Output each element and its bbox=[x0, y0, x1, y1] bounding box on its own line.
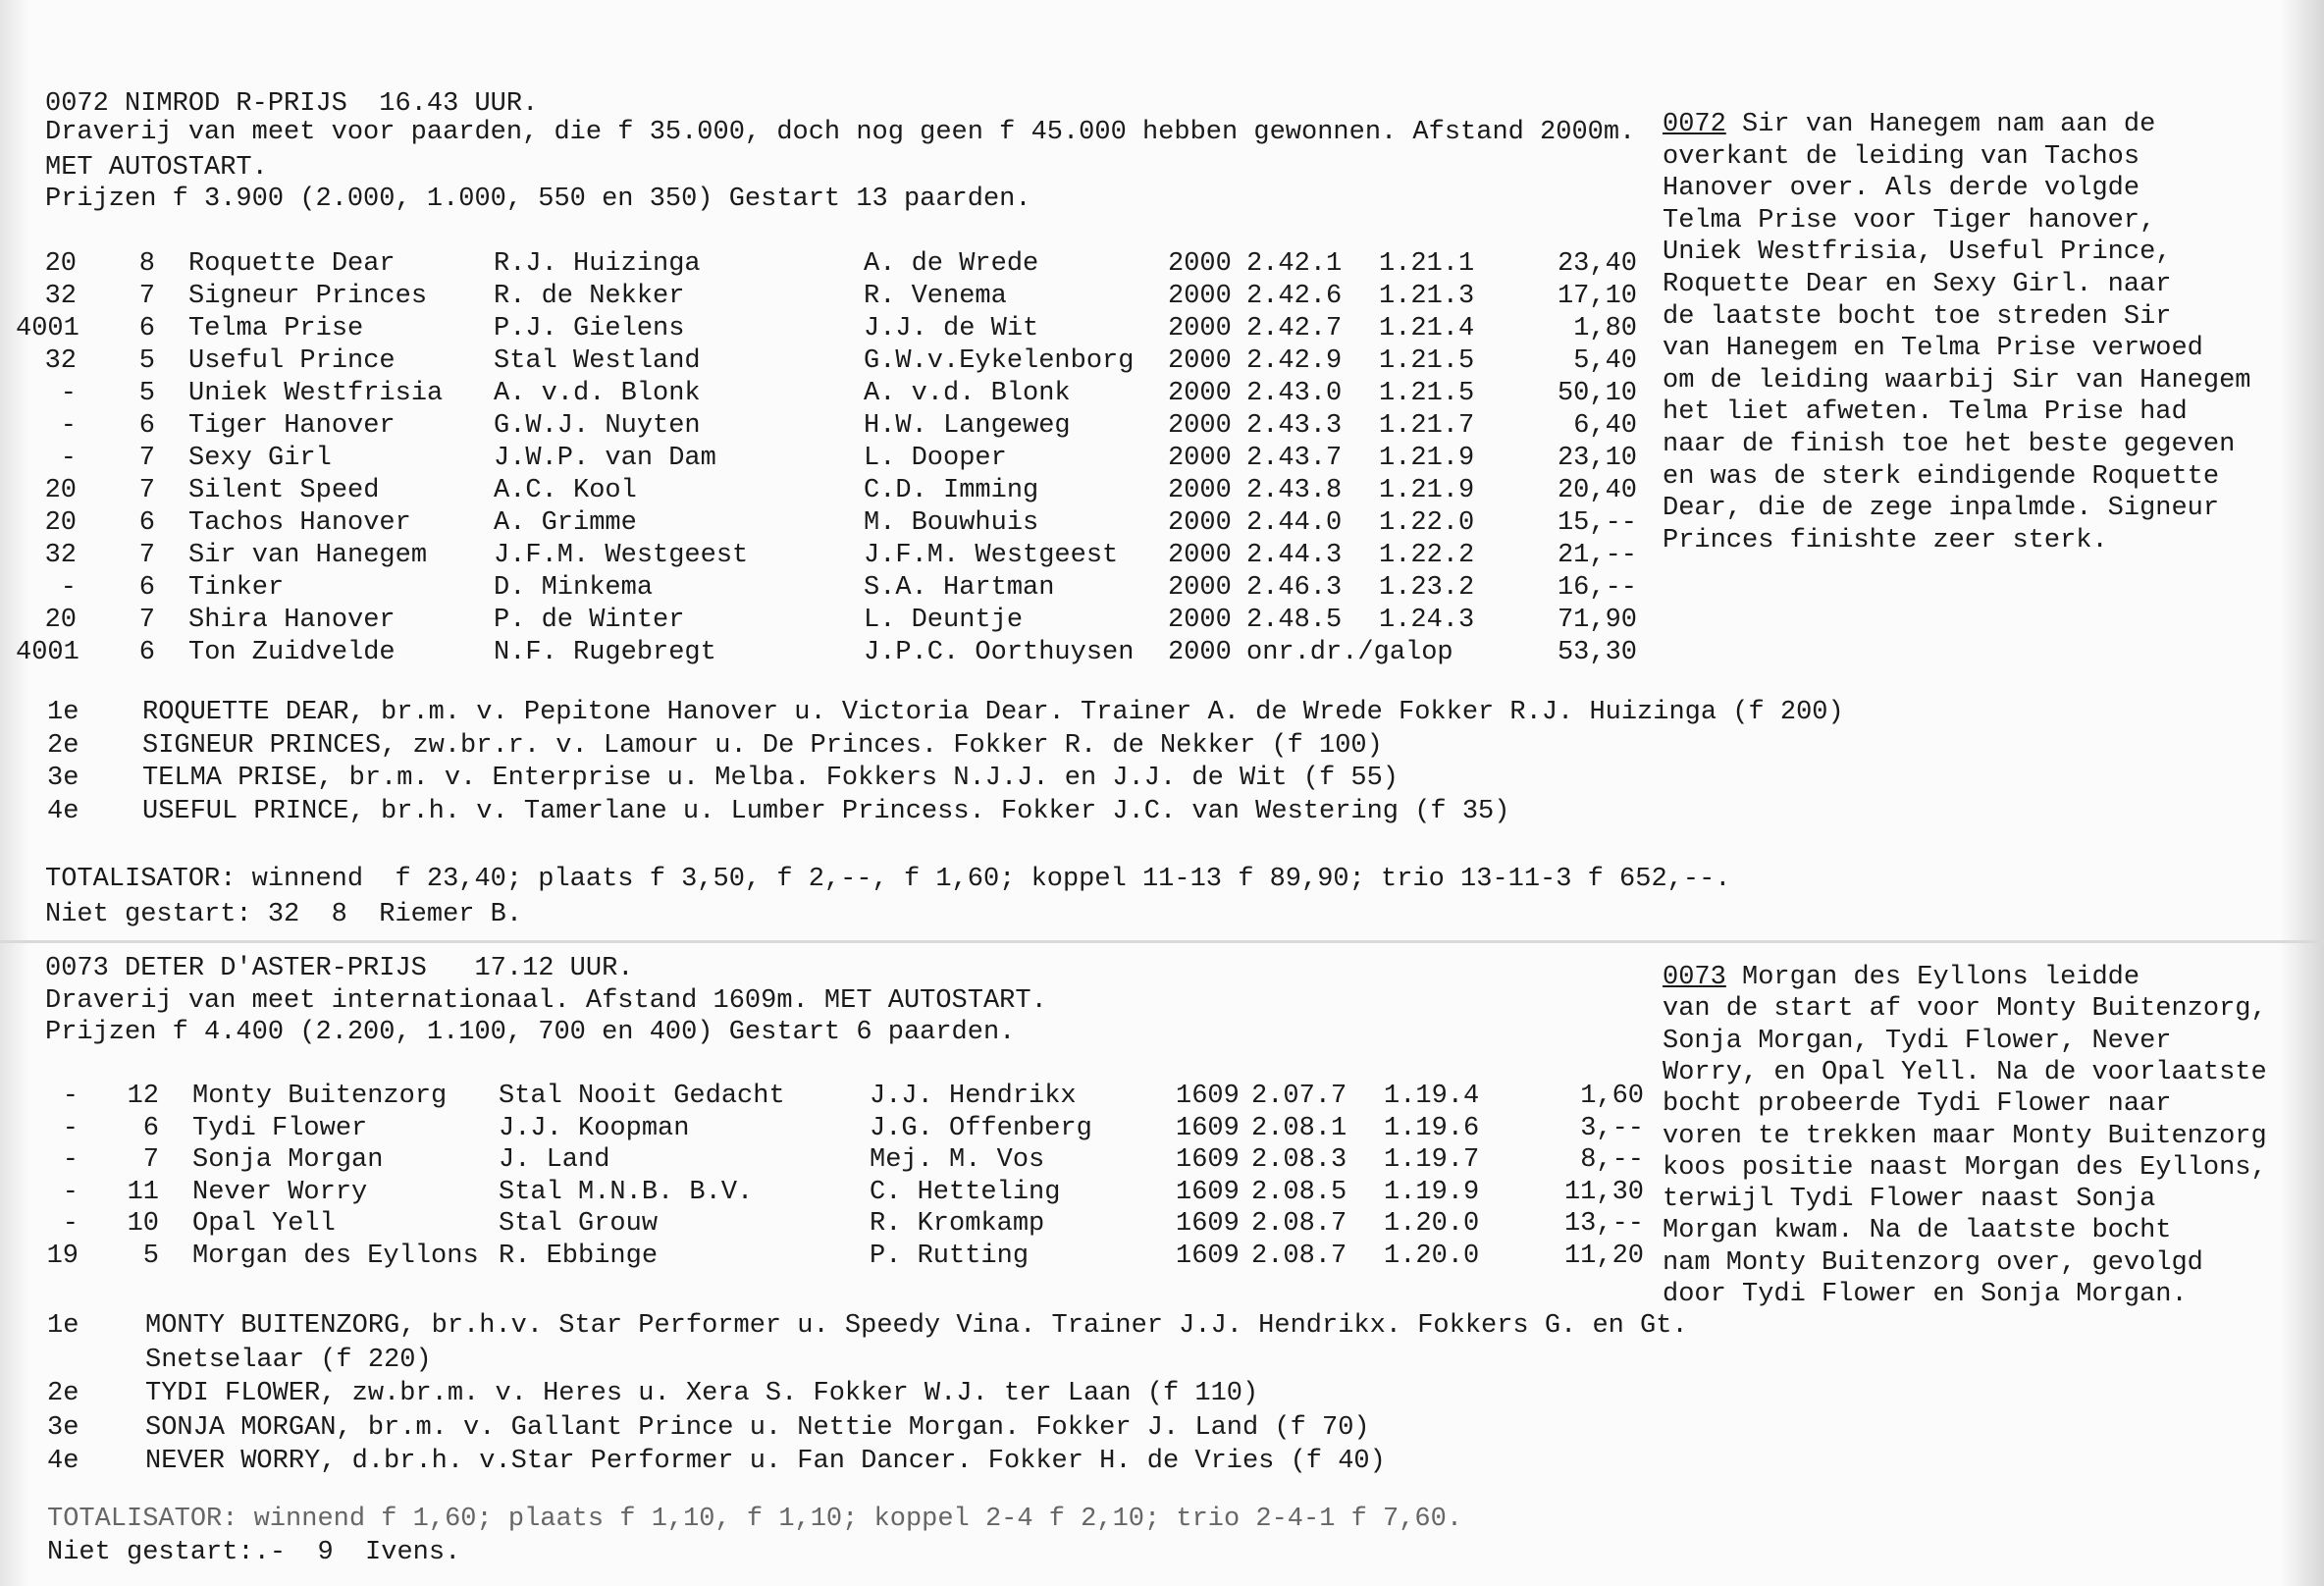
distance-cell: 1609 bbox=[1176, 1145, 1240, 1175]
placing-text: TELMA PRISE, br.m. v. Enterprise u. Melba. Fokkers N.J.J. en J.J. de Wit (f 55) bbox=[142, 764, 1400, 793]
placing-rank: 2e bbox=[47, 730, 79, 761]
km-time-cell: 1.21.1 bbox=[1379, 249, 1475, 279]
horse-cell: Ton Zuidvelde bbox=[188, 638, 396, 667]
commentary-line: koos positie naast Morgan des Eyllons, bbox=[1663, 1152, 2267, 1183]
owner-cell: D. Minkema bbox=[494, 573, 654, 603]
time-cell: 2.48.5 bbox=[1246, 606, 1343, 635]
odds-cell: 50,10 bbox=[1557, 379, 1637, 408]
owner-cell: N.F. Rugebregt bbox=[494, 638, 716, 667]
time-cell: 2.42.6 bbox=[1246, 282, 1343, 311]
number-cell: 7 bbox=[138, 444, 155, 473]
commentary-line: Princes finishte zeer sterk. bbox=[1663, 525, 2108, 555]
owner-cell: Stal Westland bbox=[494, 346, 701, 376]
odds-cell: 23,10 bbox=[1557, 444, 1637, 473]
distance-cell: 2000 bbox=[1168, 541, 1232, 570]
code-cell: 32 bbox=[44, 282, 77, 311]
totalisator-line: TOTALISATOR: winnend f 1,60; plaats f 1,10, f 1,10; koppel 2-4 f 2,10; trio 2-4-1 f 7,60. bbox=[47, 1505, 1463, 1534]
placing-text: USEFUL PRINCE, br.h. v. Tamerlane u. Lumber Princess. Fokker J.C. van Westering (f 35) bbox=[142, 796, 1510, 826]
km-time-cell: 1.19.4 bbox=[1384, 1082, 1480, 1111]
owner-cell: A. Grimme bbox=[494, 508, 637, 538]
commentary-line: Roquette Dear en Sexy Girl. naar bbox=[1663, 270, 2172, 299]
horse-cell: Tachos Hanover bbox=[188, 508, 411, 538]
placing-text: NEVER WORRY, d.br.h. v.Star Performer u. Fan Dancer. Fokker H. de Vries (f 40) bbox=[145, 1447, 1386, 1476]
odds-cell: 1,60 bbox=[1580, 1082, 1644, 1111]
driver-cell: R. Kromkamp bbox=[870, 1209, 1045, 1239]
distance-cell: 2000 bbox=[1168, 476, 1232, 505]
owner-cell: G.W.J. Nuyten bbox=[494, 411, 701, 441]
code-cell: - bbox=[62, 1177, 79, 1207]
km-time-cell: 1.19.9 bbox=[1384, 1177, 1480, 1207]
placing-rank: 3e bbox=[47, 1412, 79, 1443]
time-cell: 2.43.7 bbox=[1246, 444, 1343, 473]
horse-cell: Monty Buitenzorg bbox=[192, 1082, 448, 1111]
code-cell: 20 bbox=[44, 508, 77, 538]
owner-cell: A. v.d. Blonk bbox=[494, 379, 701, 408]
number-cell: 6 bbox=[138, 508, 155, 538]
odds-cell: 23,40 bbox=[1557, 249, 1637, 279]
km-time-cell: 1.23.2 bbox=[1379, 573, 1475, 603]
code-cell: - bbox=[62, 1082, 79, 1111]
odds-cell: 17,10 bbox=[1557, 282, 1637, 311]
driver-cell: M. Bouwhuis bbox=[864, 508, 1039, 538]
distance-cell: 1609 bbox=[1176, 1113, 1240, 1143]
commentary-line: Sonja Morgan, Tydi Flower, Never bbox=[1663, 1026, 2172, 1056]
code-cell: - bbox=[60, 573, 77, 603]
placing-rank: 1e bbox=[47, 698, 79, 727]
km-time-cell: 1.22.0 bbox=[1379, 508, 1475, 538]
code-cell: 20 bbox=[44, 606, 77, 635]
km-time-cell: 1.21.9 bbox=[1379, 476, 1475, 505]
time-cell: 2.43.0 bbox=[1246, 379, 1343, 408]
distance-cell: 2000 bbox=[1168, 638, 1232, 667]
distance-cell: 1609 bbox=[1176, 1209, 1240, 1239]
commentary-line: terwijl Tydi Flower naast Sonja bbox=[1663, 1185, 2156, 1215]
placing-rank: 4e bbox=[47, 796, 79, 826]
driver-cell: P. Rutting bbox=[870, 1241, 1030, 1271]
race-conditions: Draverij van meet voor paarden, die f 35.000, doch nog geen f 45.000 hebben gewonnen. Afstand 2000m. bbox=[45, 118, 1636, 147]
code-cell: - bbox=[60, 411, 77, 441]
commentary-text: Sir van Hanegem nam aan de bbox=[1725, 110, 2156, 139]
owner-cell: J.J. Koopman bbox=[499, 1113, 690, 1143]
time-cell: 2.08.7 bbox=[1251, 1209, 1347, 1239]
horse-cell: Shira Hanover bbox=[188, 606, 396, 635]
driver-cell: A. v.d. Blonk bbox=[864, 379, 1071, 408]
distance-cell: 1609 bbox=[1176, 1241, 1240, 1271]
placing-text: Snetselaar (f 220) bbox=[145, 1345, 432, 1375]
odds-cell: 3,-- bbox=[1580, 1113, 1644, 1143]
number-cell: 5 bbox=[138, 346, 155, 376]
driver-cell: C.D. Imming bbox=[864, 476, 1039, 505]
placing-text: MONTY BUITENZORG, br.h.v. Star Performer u. Speedy Vina. Trainer J.J. Hendrikx. Fokkers G. en Gt. bbox=[145, 1311, 1688, 1341]
niet-gestart-line: Niet gestart: 32 8 Riemer B. bbox=[45, 900, 523, 929]
number-cell: 7 bbox=[138, 282, 155, 311]
time-cell: onr.dr./galop bbox=[1246, 638, 1453, 667]
race-title: 0072 NIMROD R-PRIJS 16.43 UUR. bbox=[45, 89, 539, 119]
owner-cell: R. Ebbinge bbox=[499, 1241, 659, 1271]
race-start-type: MET AUTOSTART. bbox=[45, 153, 268, 183]
horse-cell: Opal Yell bbox=[192, 1209, 336, 1239]
km-time-cell: 1.24.3 bbox=[1379, 606, 1475, 635]
horse-cell: Signeur Princes bbox=[188, 282, 428, 311]
distance-cell: 2000 bbox=[1168, 314, 1232, 344]
number-cell: 6 bbox=[138, 411, 155, 441]
odds-cell: 53,30 bbox=[1557, 638, 1637, 667]
horse-cell: Sir van Hanegem bbox=[188, 541, 428, 570]
km-time-cell: 1.19.7 bbox=[1384, 1145, 1480, 1175]
niet-gestart-line: Niet gestart:.- 9 Ivens. bbox=[47, 1538, 461, 1567]
time-cell: 2.42.1 bbox=[1246, 249, 1343, 279]
number-cell: 6 bbox=[142, 1113, 159, 1143]
commentary-ref: 0072 bbox=[1663, 110, 1726, 139]
commentary-line: Dear, die de zege inpalmde. Signeur bbox=[1663, 494, 2220, 524]
code-cell: - bbox=[62, 1113, 79, 1143]
odds-cell: 11,30 bbox=[1563, 1177, 1644, 1207]
time-cell: 2.08.1 bbox=[1251, 1113, 1347, 1143]
code-cell: 20 bbox=[44, 249, 77, 279]
placing-text: TYDI FLOWER, zw.br.m. v. Heres u. Xera S. Fokker W.J. ter Laan (f 110) bbox=[145, 1379, 1259, 1408]
horse-cell: Roquette Dear bbox=[188, 249, 396, 279]
commentary-line: nam Monty Buitenzorg over, gevolgd bbox=[1663, 1247, 2203, 1278]
commentary-line: Worry, en Opal Yell. Na de voorlaatste bbox=[1663, 1057, 2267, 1087]
driver-cell: L. Dooper bbox=[864, 444, 1007, 473]
scan-shadow-left bbox=[0, 0, 29, 1586]
horse-cell: Sonja Morgan bbox=[192, 1145, 384, 1175]
time-cell: 2.43.3 bbox=[1246, 411, 1343, 441]
owner-cell: R.J. Huizinga bbox=[494, 249, 701, 279]
commentary-line: Morgan kwam. Na de laatste bocht bbox=[1663, 1216, 2172, 1246]
code-cell: 4001 bbox=[16, 638, 79, 667]
odds-cell: 20,40 bbox=[1557, 476, 1637, 505]
horse-cell: Never Worry bbox=[192, 1177, 368, 1207]
horse-cell: Morgan des Eyllons bbox=[192, 1241, 479, 1271]
horse-cell: Tiger Hanover bbox=[188, 411, 396, 441]
placing-rank: 4e bbox=[47, 1447, 79, 1476]
distance-cell: 1609 bbox=[1176, 1177, 1240, 1207]
driver-cell: C. Hetteling bbox=[870, 1177, 1061, 1207]
distance-cell: 2000 bbox=[1168, 379, 1232, 408]
time-cell: 2.08.5 bbox=[1251, 1177, 1347, 1207]
driver-cell: S.A. Hartman bbox=[864, 573, 1055, 603]
owner-cell: Stal M.N.B. B.V. bbox=[499, 1177, 754, 1207]
distance-cell: 1609 bbox=[1176, 1082, 1240, 1111]
number-cell: 7 bbox=[138, 606, 155, 635]
code-cell: - bbox=[60, 379, 77, 408]
owner-cell: A.C. Kool bbox=[494, 476, 637, 505]
driver-cell: J.J. Hendrikx bbox=[870, 1082, 1077, 1111]
number-cell: 12 bbox=[127, 1082, 159, 1111]
code-cell: - bbox=[60, 444, 77, 473]
odds-cell: 8,-- bbox=[1580, 1145, 1644, 1175]
horse-cell: Useful Prince bbox=[188, 346, 396, 376]
distance-cell: 2000 bbox=[1168, 444, 1232, 473]
odds-cell: 5,40 bbox=[1573, 346, 1637, 376]
odds-cell: 11,20 bbox=[1563, 1241, 1644, 1271]
code-cell: 32 bbox=[44, 346, 77, 376]
commentary-line: van Hanegem en Telma Prise verwoed bbox=[1663, 334, 2203, 364]
horse-cell: Sexy Girl bbox=[188, 444, 332, 473]
km-time-cell: 1.19.6 bbox=[1384, 1113, 1480, 1143]
commentary-line: de laatste bocht toe streden Sir bbox=[1663, 301, 2172, 332]
placing-rank: 1e bbox=[47, 1311, 79, 1341]
commentary-line: naar de finish toe het beste gegeven bbox=[1663, 430, 2236, 459]
code-cell: 19 bbox=[46, 1241, 79, 1271]
horse-cell: Tinker bbox=[188, 573, 285, 603]
number-cell: 10 bbox=[127, 1209, 159, 1239]
time-cell: 2.44.3 bbox=[1246, 541, 1343, 570]
driver-cell: R. Venema bbox=[864, 282, 1007, 311]
driver-cell: A. de Wrede bbox=[864, 249, 1039, 279]
commentary-line: bocht probeerde Tydi Flower naar bbox=[1663, 1089, 2172, 1120]
km-time-cell: 1.21.5 bbox=[1379, 379, 1475, 408]
odds-cell: 1,80 bbox=[1573, 314, 1637, 344]
km-time-cell: 1.21.9 bbox=[1379, 444, 1475, 473]
driver-cell: J.J. de Wit bbox=[864, 314, 1039, 344]
commentary-line bbox=[1663, 962, 2139, 993]
number-cell: 7 bbox=[138, 541, 155, 570]
commentary-line bbox=[1663, 109, 2155, 140]
number-cell: 8 bbox=[138, 249, 155, 279]
commentary-line: en was de sterk eindigende Roquette bbox=[1663, 461, 2220, 492]
time-cell: 2.42.7 bbox=[1246, 314, 1343, 344]
code-cell: - bbox=[62, 1145, 79, 1175]
time-cell: 2.08.3 bbox=[1251, 1145, 1347, 1175]
km-time-cell: 1.21.7 bbox=[1379, 411, 1475, 441]
odds-cell: 71,90 bbox=[1557, 606, 1637, 635]
commentary-line: om de leiding waarbij Sir van Hanegem bbox=[1663, 365, 2251, 396]
odds-cell: 6,40 bbox=[1573, 411, 1637, 441]
horse-cell: Tydi Flower bbox=[192, 1113, 368, 1143]
race-prizes: Prijzen f 3.900 (2.000, 1.000, 550 en 350) Gestart 13 paarden. bbox=[45, 185, 1031, 214]
owner-cell: J.F.M. Westgeest bbox=[494, 541, 749, 570]
km-time-cell: 1.21.4 bbox=[1379, 314, 1475, 344]
driver-cell: G.W.v.Eykelenborg bbox=[864, 346, 1135, 376]
number-cell: 11 bbox=[127, 1177, 159, 1207]
owner-cell: Stal Nooit Gedacht bbox=[499, 1082, 785, 1111]
driver-cell: J.F.M. Westgeest bbox=[864, 541, 1119, 570]
commentary-line: Uniek Westfrisia, Useful Prince, bbox=[1663, 238, 2172, 268]
driver-cell: J.P.C. Oorthuysen bbox=[864, 638, 1135, 667]
time-cell: 2.43.8 bbox=[1246, 476, 1343, 505]
commentary-line: het liet afweten. Telma Prise had bbox=[1663, 397, 2188, 428]
commentary-line: overkant de leiding van Tachos bbox=[1663, 141, 2140, 172]
distance-cell: 2000 bbox=[1168, 249, 1232, 279]
number-cell: 6 bbox=[138, 573, 155, 603]
owner-cell: Stal Grouw bbox=[499, 1209, 659, 1239]
driver-cell: J.G. Offenberg bbox=[870, 1113, 1092, 1143]
scan-shadow-right bbox=[2280, 0, 2324, 1586]
commentary-line: voren te trekken maar Monty Buitenzorg bbox=[1663, 1121, 2267, 1151]
commentary-text: Morgan des Eyllons leidde bbox=[1725, 963, 2140, 992]
time-cell: 2.08.7 bbox=[1251, 1241, 1347, 1271]
number-cell: 7 bbox=[138, 476, 155, 505]
number-cell: 6 bbox=[138, 314, 155, 344]
race-prizes: Prijzen f 4.400 (2.200, 1.100, 700 en 400) Gestart 6 paarden. bbox=[45, 1018, 1016, 1047]
placing-text: SIGNEUR PRINCES, zw.br.r. v. Lamour u. De Princes. Fokker R. de Nekker (f 100) bbox=[142, 730, 1383, 761]
odds-cell: 13,-- bbox=[1563, 1209, 1644, 1239]
driver-cell: H.W. Langeweg bbox=[864, 411, 1071, 441]
driver-cell: Mej. M. Vos bbox=[870, 1145, 1045, 1175]
code-cell: 20 bbox=[44, 476, 77, 505]
horse-cell: Silent Speed bbox=[188, 476, 380, 505]
commentary-ref: 0073 bbox=[1663, 963, 1726, 992]
owner-cell: J. Land bbox=[499, 1145, 610, 1175]
km-time-cell: 1.21.5 bbox=[1379, 346, 1475, 376]
placing-text: ROQUETTE DEAR, br.m. v. Pepitone Hanover u. Victoria Dear. Trainer A. de Wrede Fokker R.J. Huizinga (f 200) bbox=[142, 698, 1844, 727]
distance-cell: 2000 bbox=[1168, 508, 1232, 538]
race-title: 0073 DETER D'ASTER-PRIJS 17.12 UUR. bbox=[45, 954, 634, 983]
code-cell: - bbox=[62, 1209, 79, 1239]
distance-cell: 2000 bbox=[1168, 282, 1232, 311]
owner-cell: P.J. Gielens bbox=[494, 314, 685, 344]
odds-cell: 15,-- bbox=[1557, 508, 1637, 538]
time-cell: 2.44.0 bbox=[1246, 508, 1343, 538]
placing-rank: 3e bbox=[47, 764, 79, 793]
odds-cell: 21,-- bbox=[1557, 541, 1637, 570]
owner-cell: J.W.P. van Dam bbox=[494, 444, 716, 473]
km-time-cell: 1.21.3 bbox=[1379, 282, 1475, 311]
km-time-cell: 1.20.0 bbox=[1384, 1209, 1480, 1239]
code-cell: 32 bbox=[44, 541, 77, 570]
number-cell: 5 bbox=[142, 1241, 159, 1271]
commentary-line: Telma Prise voor Tiger hanover, bbox=[1663, 205, 2156, 236]
placing-text: SONJA MORGAN, br.m. v. Gallant Prince u. Nettie Morgan. Fokker J. Land (f 70) bbox=[145, 1412, 1370, 1443]
km-time-cell: 1.22.2 bbox=[1379, 541, 1475, 570]
owner-cell: P. de Winter bbox=[494, 606, 685, 635]
time-cell: 2.07.7 bbox=[1251, 1082, 1347, 1111]
totalisator-line: TOTALISATOR: winnend f 23,40; plaats f 3,50, f 2,--, f 1,60; koppel 11-13 f 89,90; trio 13-11-3 f 652,--. bbox=[45, 865, 1731, 894]
commentary-line: door Tydi Flower en Sonja Morgan. bbox=[1663, 1280, 2188, 1309]
code-cell: 4001 bbox=[16, 314, 79, 344]
commentary-line: Hanover over. Als derde volgde bbox=[1663, 174, 2140, 204]
time-cell: 2.42.9 bbox=[1246, 346, 1343, 376]
distance-cell: 2000 bbox=[1168, 346, 1232, 376]
number-cell: 5 bbox=[138, 379, 155, 408]
distance-cell: 2000 bbox=[1168, 606, 1232, 635]
number-cell: 7 bbox=[142, 1145, 159, 1175]
driver-cell: L. Deuntje bbox=[864, 606, 1024, 635]
race-conditions: Draverij van meet internationaal. Afstand 1609m. MET AUTOSTART. bbox=[45, 986, 1047, 1016]
number-cell: 6 bbox=[138, 638, 155, 667]
paste-seam bbox=[0, 940, 2324, 943]
km-time-cell: 1.20.0 bbox=[1384, 1241, 1480, 1271]
odds-cell: 16,-- bbox=[1557, 573, 1637, 603]
placing-rank: 2e bbox=[47, 1379, 79, 1408]
horse-cell: Uniek Westfrisia bbox=[188, 379, 444, 408]
distance-cell: 2000 bbox=[1168, 573, 1232, 603]
horse-cell: Telma Prise bbox=[188, 314, 364, 344]
time-cell: 2.46.3 bbox=[1246, 573, 1343, 603]
owner-cell: R. de Nekker bbox=[494, 282, 685, 311]
distance-cell: 2000 bbox=[1168, 411, 1232, 441]
commentary-line: van de start af voor Monty Buitenzorg, bbox=[1663, 994, 2267, 1025]
